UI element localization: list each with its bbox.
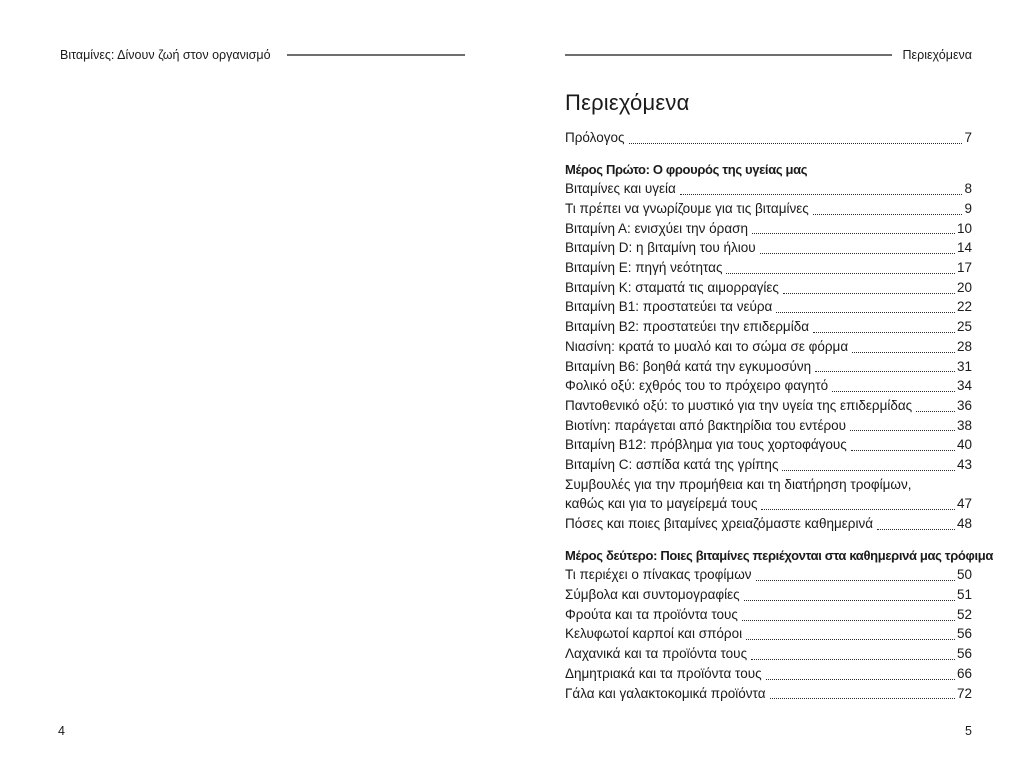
toc-entry-label: Τι περιέχει ο πίνακας τροφίμων <box>565 567 752 583</box>
toc-entry-page-number: 22 <box>956 299 972 315</box>
toc-entry-label: Βιταμίνη Κ: σταματά τις αιμορραγίες <box>565 279 779 295</box>
toc-entry <box>565 605 972 625</box>
toc-entry <box>565 514 972 534</box>
toc-entry <box>565 475 972 495</box>
dot-leader <box>815 371 955 372</box>
toc-entry-label: Μέρος Πρώτο: Ο φρουρός της υγείας μας <box>565 161 808 177</box>
toc-entry-label: καθώς και για το μαγείρεμά τους <box>565 496 758 512</box>
dot-leader <box>770 698 955 699</box>
toc-entry-label: Συμβουλές για την προμήθεια και τη διατήρηση τροφίμων, <box>565 476 912 492</box>
toc-entry-label: Φολικό οξύ: εχθρός του το πρόχειρο φαγητό <box>565 378 829 394</box>
toc-entry-label: Βιταμίνη Β2: προστατεύει την επιδερμίδα <box>565 319 810 335</box>
dot-leader <box>851 450 955 451</box>
toc-entry-label: Φρούτα και τα προϊόντα τους <box>565 606 738 622</box>
dot-leader <box>766 679 955 680</box>
toc-entry-page-number: 50 <box>956 567 972 583</box>
dot-leader <box>746 639 955 640</box>
toc-entry-label: Κελυφωτοί καρποί και σπόροι <box>565 626 743 642</box>
toc-entry-page-number: 51 <box>956 587 972 603</box>
toc-entry <box>565 128 972 148</box>
toc-entry-page-number: 17 <box>956 260 972 276</box>
toc-entry-page-number: 34 <box>956 378 972 394</box>
dot-leader <box>752 233 955 234</box>
toc-entry-page-number: 36 <box>956 397 972 413</box>
left-header-rule <box>287 54 465 56</box>
toc-entry <box>565 455 972 475</box>
dot-leader <box>756 580 955 581</box>
toc-entry-page-number: 40 <box>956 437 972 453</box>
toc-entry <box>565 585 972 605</box>
toc-entry <box>565 435 972 455</box>
toc-entry-label: Λαχανικά και τα προϊόντα τους <box>565 646 748 662</box>
toc-entry-label: Βιταμίνη Β1: προστατεύει τα νεύρα <box>565 299 773 315</box>
dot-leader <box>877 529 955 530</box>
toc-entry <box>565 565 972 585</box>
dot-leader <box>782 470 955 471</box>
toc-entry <box>565 416 972 436</box>
toc-entry-page-number: 66 <box>956 665 972 681</box>
toc-entry-page-number: 28 <box>956 338 972 354</box>
toc-entry <box>565 625 972 645</box>
dot-leader <box>751 659 955 660</box>
toc-entry-label: Βιοτίνη: παράγεται από βακτηρίδια του εντέρου <box>565 417 847 433</box>
toc-entry-label: Νιασίνη: κρατά το μυαλό και το σώμα σε φόρμα <box>565 338 849 354</box>
toc-entry-page-number: 7 <box>964 129 972 145</box>
toc-list <box>565 128 993 703</box>
toc-entry-page-number: 14 <box>956 240 972 256</box>
toc-entry-page-number: 56 <box>956 646 972 662</box>
left-page-number: 4 <box>58 724 65 738</box>
dot-leader <box>850 430 955 431</box>
dot-leader <box>813 214 963 215</box>
dot-leader <box>916 411 955 412</box>
toc-entry-label: Τι πρέπει να γνωρίζουμε για τις βιταμίνες <box>565 201 809 217</box>
dot-leader <box>813 332 955 333</box>
toc-entry-label: Παντοθενικό οξύ: το μυστικό για την υγεία της επιδερμίδας <box>565 397 913 413</box>
toc-entry-label: Γάλα και γαλακτοκομικά προϊόντα <box>565 685 766 701</box>
toc-entry <box>565 298 972 318</box>
dot-leader <box>744 600 955 601</box>
toc-entry-page-number: 56 <box>956 626 972 642</box>
toc-entry-page-number: 43 <box>956 456 972 472</box>
toc-entry <box>565 238 972 258</box>
toc-entry-page-number: 10 <box>956 220 972 236</box>
dot-leader <box>726 273 955 274</box>
right-header-rule <box>565 54 892 56</box>
toc-entry <box>565 258 972 278</box>
toc-entry-page-number: 25 <box>956 319 972 335</box>
toc-entry <box>565 278 972 298</box>
toc-entry-page-number: 52 <box>956 606 972 622</box>
dot-leader <box>832 391 955 392</box>
toc-entry-label: Βιταμίνες και υγεία <box>565 181 676 197</box>
toc-entry <box>565 396 972 416</box>
toc-entry-label: Σύμβολα και συντομογραφίες <box>565 587 740 603</box>
dot-leader <box>742 620 955 621</box>
toc-section-heading <box>565 546 993 566</box>
toc-entry <box>565 376 972 396</box>
toc-entry <box>565 199 972 219</box>
toc-entry-label: Μέρος δεύτερο: Ποιες βιταμίνες περιέχονται στα καθημερινά μας τρόφιμα <box>565 547 993 563</box>
toc-section-heading <box>565 160 972 180</box>
right-running-head <box>565 47 972 63</box>
dot-leader <box>852 352 955 353</box>
toc-entry-page-number: 48 <box>956 516 972 532</box>
toc-entry <box>565 179 972 199</box>
left-running-head-text: Βιταμίνες: Δίνουν ζωή στον οργανισμό <box>60 48 271 62</box>
toc-entry-label: Βιταμίνη Ε: πηγή νεότητας <box>565 260 723 276</box>
toc-entry-label: Βιταμίνη Β12: πρόβλημα για τους χορτοφάγους <box>565 437 847 453</box>
dot-leader <box>760 253 955 254</box>
toc-entry <box>565 684 972 704</box>
toc-entry <box>565 494 972 514</box>
toc-entry-page-number: 72 <box>956 685 972 701</box>
toc-entry-label: Βιταμίνη D: η βιταμίνη του ήλιου <box>565 240 756 256</box>
dot-leader <box>680 194 963 195</box>
toc-entry <box>565 664 972 684</box>
toc-title: Περιεχόμενα <box>565 90 690 115</box>
toc-entry <box>565 317 972 337</box>
toc-entry-page-number: 31 <box>956 358 972 374</box>
toc-entry-label: Βιταμίνη C: ασπίδα κατά της γρίπης <box>565 456 779 472</box>
toc-entry-page-number: 20 <box>956 279 972 295</box>
toc-entry <box>565 337 972 357</box>
toc-entry-page-number: 47 <box>956 496 972 512</box>
toc-entry-label: Δημητριακά και τα προϊόντα τους <box>565 665 762 681</box>
dot-leader <box>761 509 955 510</box>
toc-entry-label: Βιταμίνη Α: ενισχύει την όραση <box>565 220 749 236</box>
toc-entry-page-number: 38 <box>956 417 972 433</box>
dot-leader <box>629 143 963 144</box>
dot-leader <box>783 293 955 294</box>
right-running-head-text: Περιεχόμενα <box>902 48 972 62</box>
left-running-head <box>60 47 465 63</box>
toc-entry-page-number: 9 <box>964 201 972 217</box>
toc-entry <box>565 219 972 239</box>
toc-entry <box>565 357 972 377</box>
toc-entry-label: Πόσες και ποιες βιταμίνες χρειαζόμαστε καθημερινά <box>565 516 874 532</box>
toc-entry-label: Πρόλογος <box>565 129 625 145</box>
dot-leader <box>776 312 955 313</box>
right-page-number: 5 <box>965 724 972 738</box>
toc-entry-label: Βιταμίνη Β6: βοηθά κατά την εγκυμοσύνη <box>565 358 812 374</box>
toc-entry-page-number: 8 <box>964 181 972 197</box>
toc-entry <box>565 644 972 664</box>
